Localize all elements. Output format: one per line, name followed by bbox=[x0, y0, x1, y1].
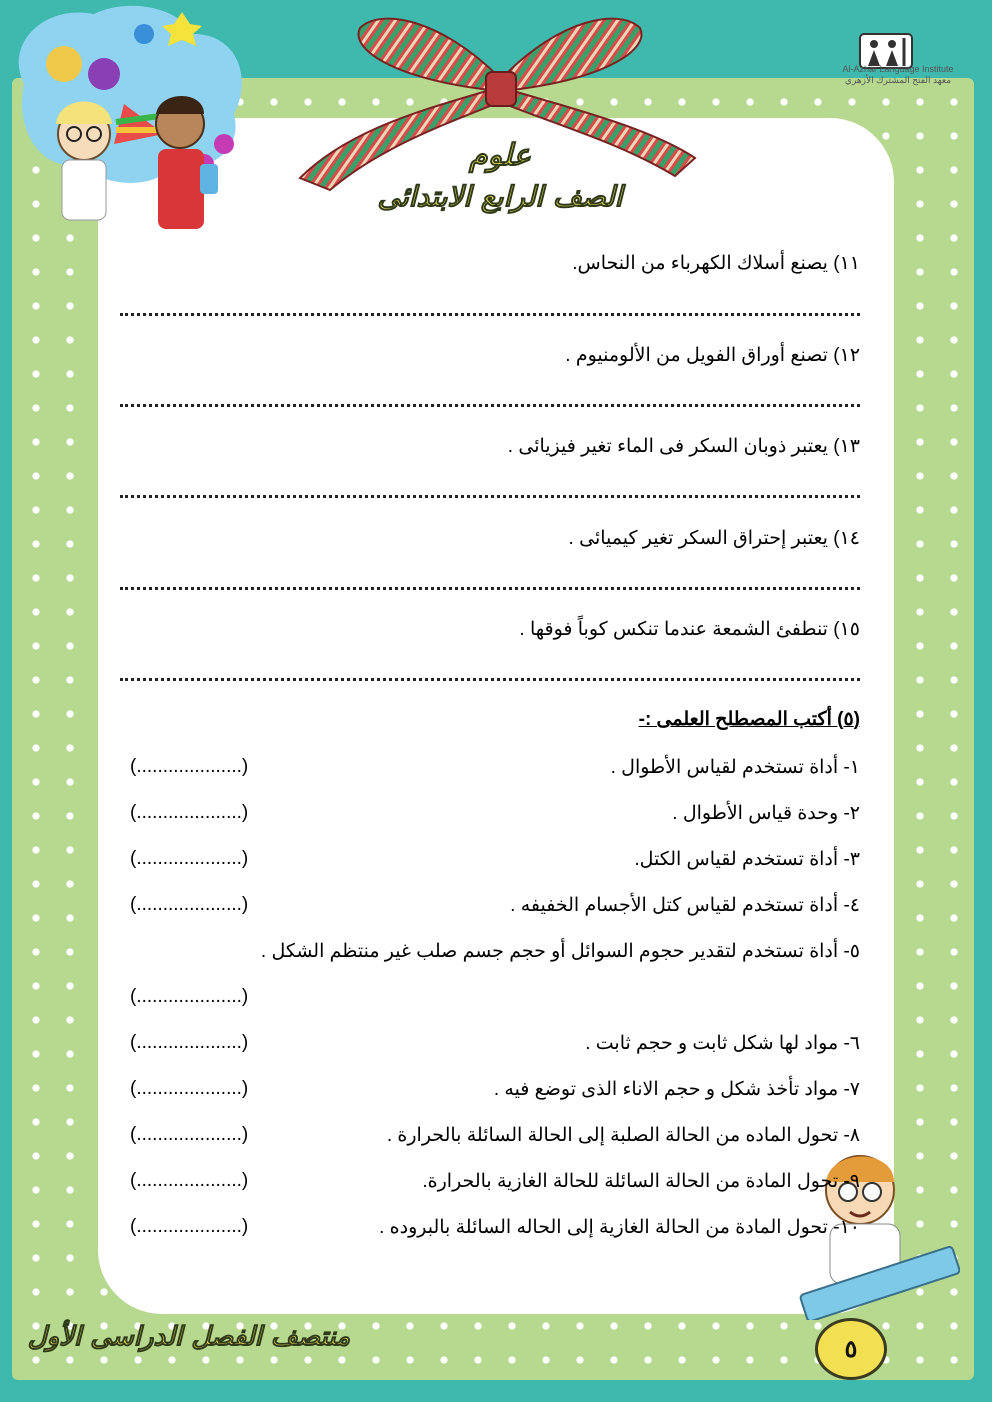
answer-line-12[interactable] bbox=[120, 404, 860, 407]
term-item-10: ١٠- تحول المادة من الحالة الغازية إلى الحاله السائلة بالبروده . bbox=[379, 1217, 860, 1238]
logo-caption-en: Al-Azhar Language Institute bbox=[842, 64, 954, 74]
term-item-9: ٩- تحول المادة من الحالة السائلة للحالة الغازية بالحرارة. bbox=[422, 1171, 860, 1192]
term-blank-10[interactable]: (....................) bbox=[130, 1216, 249, 1237]
term-item-1: ١- أداة تستخدم لقياس الأطوال . bbox=[610, 757, 860, 778]
question-12: ١٢) تصنع أوراق الفويل من الألومنيوم . bbox=[565, 345, 860, 366]
subject-title: علوم bbox=[469, 138, 531, 173]
answer-line-15[interactable] bbox=[120, 678, 860, 681]
science-kids-clipart bbox=[4, 4, 254, 244]
ribbon-bow-decoration bbox=[290, 8, 710, 208]
term-blank-2[interactable]: (....................) bbox=[130, 802, 249, 823]
term-item-6: ٦- مواد لها شكل ثابت و حجم ثابت . bbox=[585, 1033, 860, 1054]
answer-line-13[interactable] bbox=[120, 495, 860, 498]
term-blank-8[interactable]: (....................) bbox=[130, 1124, 249, 1145]
term-item-7: ٧- مواد تأخذ شكل و حجم الاناء الذى توضع فيه . bbox=[493, 1079, 860, 1100]
term-blank-7[interactable]: (....................) bbox=[130, 1078, 249, 1099]
question-15: ١٥) تنطفئ الشمعة عندما تنكس كوباً فوقها . bbox=[519, 619, 860, 640]
term-blank-3[interactable]: (....................) bbox=[130, 848, 249, 869]
term-item-2: ٢- وحدة قياس الأطوال . bbox=[672, 803, 860, 824]
logo-caption-ar: معهد الفتح المشترك الأزهري bbox=[844, 75, 952, 85]
section-5-heading: (٥) أكتب المصطلح العلمى :- bbox=[638, 709, 860, 730]
answer-line-11[interactable] bbox=[120, 313, 860, 316]
term-item-3: ٣- أداة تستخدم لقياس الكتل. bbox=[634, 849, 860, 870]
term-blank-9[interactable]: (....................) bbox=[130, 1170, 249, 1191]
term-blank-4[interactable]: (....................) bbox=[130, 894, 249, 915]
question-13: ١٣) يعتبر ذوبان السكر فى الماء تغير فيزيائى . bbox=[507, 436, 860, 457]
term-item-4: ٤- أداة تستخدم لقياس كتل الأجسام الخفيفه . bbox=[510, 895, 860, 916]
term-blank-6[interactable]: (....................) bbox=[130, 1032, 249, 1053]
answer-line-14[interactable] bbox=[120, 587, 860, 590]
question-14: ١٤) يعتبر إحتراق السكر تغير كيميائى . bbox=[568, 528, 860, 549]
grade-title: الصف الرابع الابتدائى bbox=[377, 180, 623, 213]
term-item-8: ٨- تحول الماده من الحالة الصلبة إلى الحالة السائلة بالحرارة . bbox=[386, 1125, 860, 1146]
question-11: ١١) يصنع أسلاك الكهرباء من النحاس. bbox=[572, 253, 860, 274]
term-item-5: ٥- أداة تستخدم لتقدير حجوم السوائل أو حجم جسم صلب غير منتظم الشكل . bbox=[260, 941, 860, 962]
term-blank-1[interactable]: (....................) bbox=[130, 756, 249, 777]
footer-term-title: منتصف الفصل الدراسى الأول bbox=[27, 1322, 350, 1352]
term-blank-5[interactable]: (....................) bbox=[130, 986, 249, 1007]
page-number-badge: ٥ bbox=[815, 1318, 887, 1380]
